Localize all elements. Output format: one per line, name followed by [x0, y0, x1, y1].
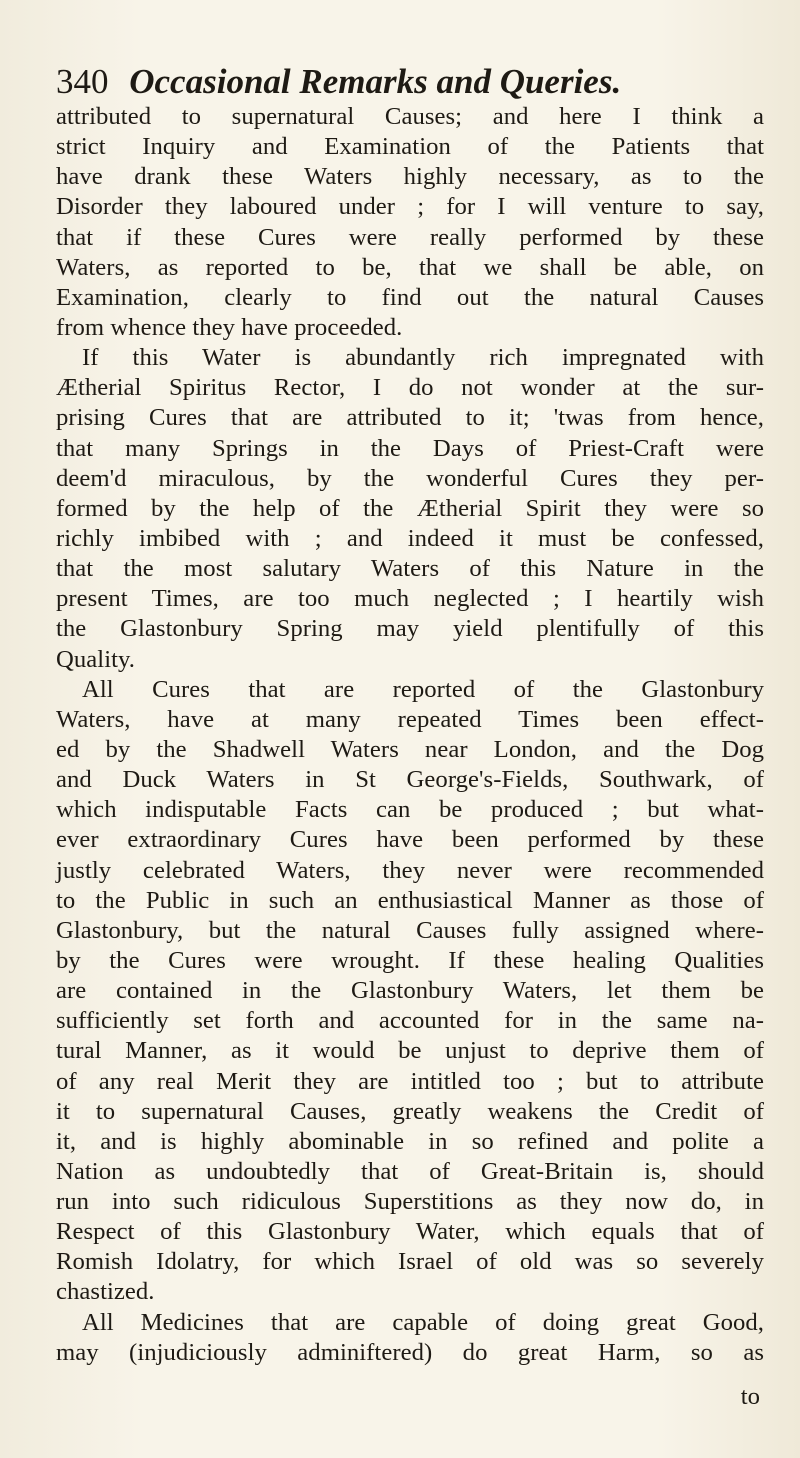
text-line: Nation as undoubtedly that of Great-Britain is, should	[56, 1157, 764, 1185]
text-line: strict Inquiry and Examination of the Patients that	[56, 133, 764, 161]
text-line: chastized.	[56, 1278, 155, 1306]
text-line: All Medicines that are capable of doing great Good,	[82, 1308, 764, 1336]
text-line: Glastonbury, but the natural Causes fully assigned where-	[56, 916, 764, 944]
text-line: deem'd miraculous, by the wonderful Cures they per-	[56, 464, 764, 492]
text-line: from whence they have proceeded.	[56, 313, 403, 341]
text-line: attributed to supernatural Causes; and here I think a	[56, 103, 764, 130]
text-line: ever extraordinary Cures have been performed by these	[56, 826, 764, 854]
text-line: Respect of this Glastonbury Water, which equals that of	[56, 1218, 764, 1246]
text-line: may (injudiciously adminiftered) do great Harm, so as	[56, 1338, 764, 1366]
text-line: by the Cures were wrought. If these healing Qualities	[56, 946, 764, 974]
text-line: sufficiently set forth and accounted for in the same na-	[56, 1007, 764, 1035]
text-line: that many Springs in the Days of Priest-Craft were	[56, 434, 764, 462]
text-line: that the most salutary Waters of this Nature in the	[56, 555, 764, 583]
text-line: have drank these Waters highly necessary, as to the	[56, 163, 764, 191]
text-line: justly celebrated Waters, they never were recommended	[56, 856, 764, 884]
page-header	[56, 62, 756, 102]
text-line: If this Water is abundantly rich impregnated with	[82, 344, 764, 372]
text-line: Waters, have at many repeated Times been effect-	[56, 705, 764, 733]
catchword: to	[740, 1383, 760, 1410]
text-line: All Cures that are reported of the Glastonbury	[82, 675, 764, 703]
text-line: it to supernatural Causes, greatly weakens the Credit of	[56, 1097, 764, 1125]
text-line: of any real Merit they are intitled too ; but to attribute	[56, 1067, 764, 1095]
page-number: 340	[56, 62, 109, 101]
text-line: Ætherial Spiritus Rector, I do not wonder at the sur-	[56, 374, 764, 402]
text-line: are contained in the Glastonbury Waters, let them be	[56, 977, 764, 1005]
text-line: that if these Cures were really performed by these	[56, 223, 764, 251]
text-line: tural Manner, as it would be unjust to deprive them of	[56, 1037, 764, 1065]
text-line: Romish Idolatry, for which Israel of old was so severely	[56, 1248, 764, 1276]
text-line: formed by the help of the Ætherial Spirit they were so	[56, 494, 764, 522]
text-line: to the Public in such an enthusiastical Manner as those of	[56, 886, 764, 914]
text-line: Waters, as reported to be, that we shall be able, on	[56, 253, 764, 281]
text-line: Disorder they laboured under ; for I will venture to say,	[56, 193, 764, 221]
text-line: it, and is highly abominable in so refined and polite a	[56, 1127, 764, 1155]
text-line: Quality.	[56, 645, 136, 673]
text-line: which indisputable Facts can be produced ; but what-	[56, 796, 764, 824]
text-line: the Glastonbury Spring may yield plentifully of this	[56, 615, 764, 643]
text-line: present Times, are too much neglected ; I heartily wish	[56, 585, 764, 613]
running-title: Occasional Remarks and Queries.	[129, 62, 622, 101]
text-line: run into such ridiculous Superstitions as they now do, in	[56, 1188, 764, 1216]
text-line: prising Cures that are attributed to it; 'twas from hence,	[56, 404, 764, 432]
body-text	[56, 102, 764, 1368]
text-line: richly imbibed with ; and indeed it must be confessed,	[56, 524, 764, 552]
text-line: and Duck Waters in St George's-Fields, Southwark, of	[56, 766, 764, 794]
text-line: ed by the Shadwell Waters near London, and the Dog	[56, 735, 764, 763]
text-line: Examination, clearly to find out the natural Causes	[56, 283, 764, 311]
